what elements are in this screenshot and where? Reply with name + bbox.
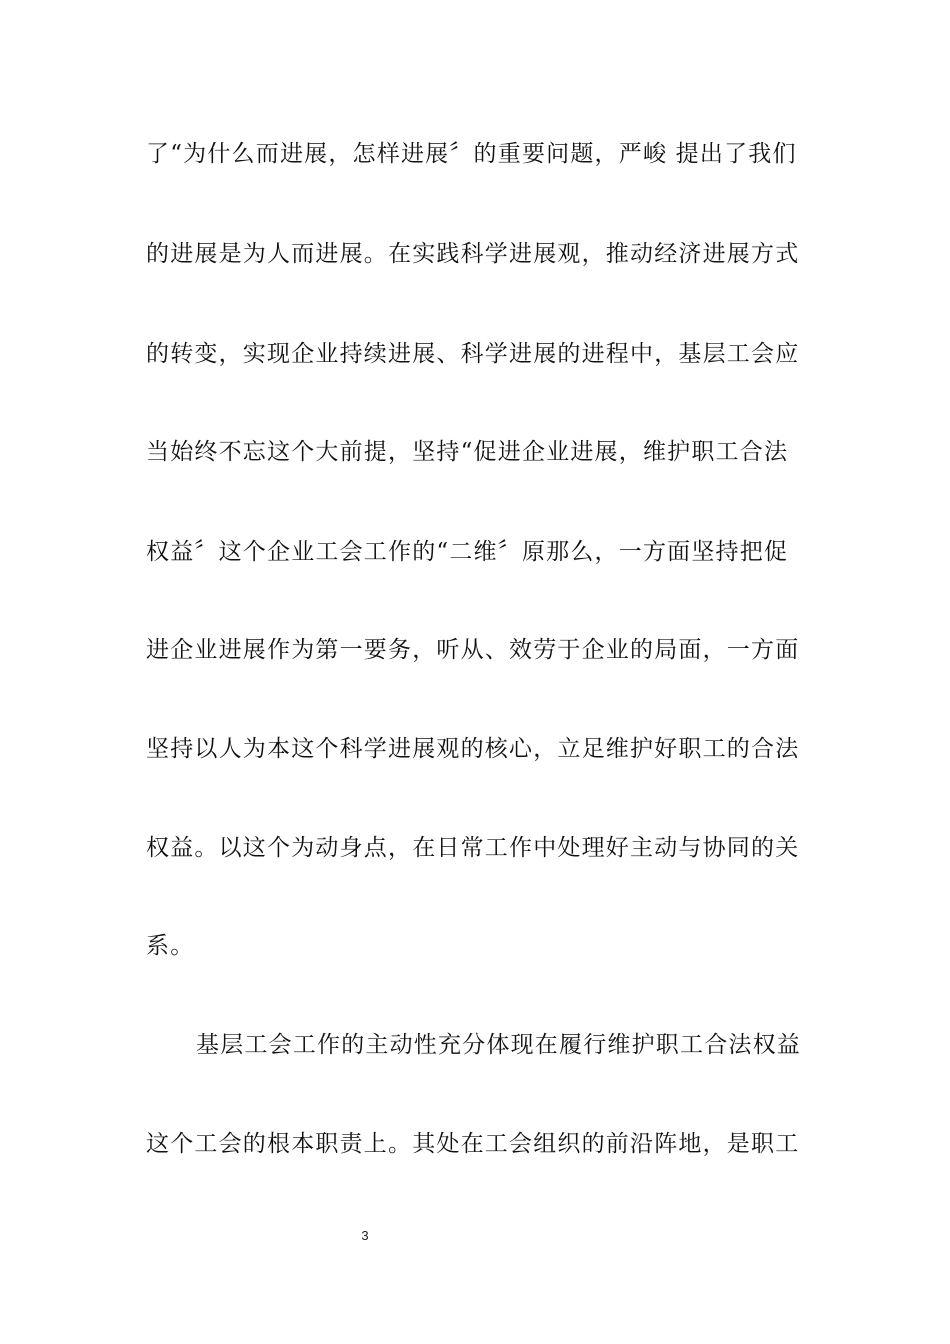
text-line: 的进展是为人而进展。在实践科学进展观，推动经济进展方式 — [146, 241, 800, 267]
text-line: 坚持以人为本这个科学进展观的核心，立足维护好职工的合法 — [146, 736, 800, 762]
page-number: 3 — [361, 1228, 369, 1243]
text-line: 当始终不忘这个大前提，坚持“促进企业进展，维护职工合法 — [146, 439, 789, 465]
text-line: 进企业进展作为第一要务，听从、效劳于企业的局面，一方面 — [146, 637, 800, 663]
text-line: 这个工会的根本职责上。其处在工会组织的前沿阵地，是职工 — [146, 1131, 800, 1157]
text-line: 系。 — [146, 933, 195, 959]
text-line: 权益〞这个企业工会工作的“二维〞原那么，一方面坚持把促 — [146, 539, 789, 565]
text-line: 基层工会工作的主动性充分体现在履行维护职工合法权益 — [196, 1032, 801, 1058]
text-line: 的转变，实现企业持续进展、科学进展的进程中，基层工会应 — [146, 341, 800, 367]
text-line: 了“为什么而进展，怎样进展〞的重要问题，严峻 提出了我们 — [146, 141, 797, 167]
text-line: 权益。以这个为动身点，在日常工作中处理好主动与协同的关 — [146, 835, 800, 861]
